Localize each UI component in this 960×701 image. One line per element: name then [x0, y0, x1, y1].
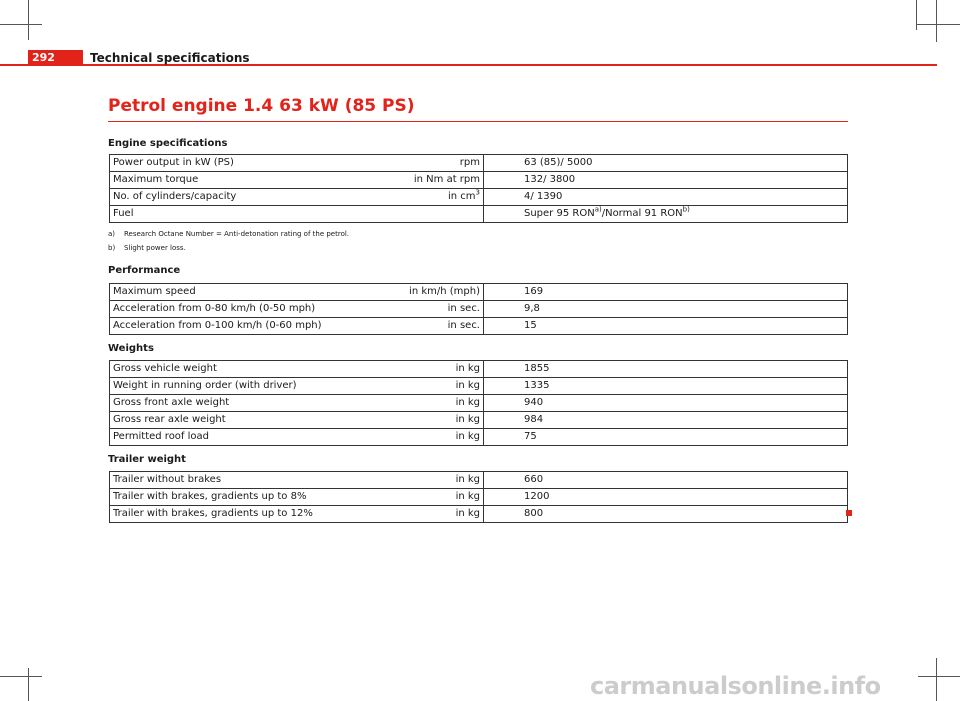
- crop-mark: [918, 676, 960, 677]
- watermark: carmanualsonline.info: [590, 672, 881, 700]
- footnote-text: Slight power loss.: [124, 244, 186, 252]
- row-label: Permitted roof load: [110, 429, 364, 446]
- engine-heading: Engine specifications: [108, 138, 228, 149]
- table-row: [110, 172, 848, 189]
- unit-superscript: 3: [475, 188, 480, 197]
- row-unit: in kg: [363, 361, 484, 378]
- footnote-ref-a: a): [594, 205, 602, 214]
- row-label: Trailer without brakes: [110, 472, 364, 489]
- row-label: Gross vehicle weight: [110, 361, 364, 378]
- table-row: [110, 378, 848, 395]
- row-value: 4/ 1390: [484, 189, 848, 206]
- row-value: 169: [484, 284, 848, 301]
- row-label: No. of cylinders/capacity: [110, 189, 364, 206]
- trailer-table: [109, 471, 848, 523]
- row-label: Acceleration from 0-100 km/h (0-60 mph): [110, 318, 364, 335]
- table-row: [110, 506, 848, 523]
- crop-mark: [28, 0, 29, 40]
- row-unit: in kg: [363, 412, 484, 429]
- footnote-text: Research Octane Number = Anti-detonation rating of the petrol.: [124, 230, 350, 238]
- row-label: Maximum speed: [110, 284, 364, 301]
- row-unit: in kg: [363, 489, 484, 506]
- header-section-title: Technical specifications: [90, 51, 250, 65]
- table-row: [110, 189, 848, 206]
- crop-mark: [916, 0, 917, 30]
- table-row: [110, 412, 848, 429]
- row-unit: in kg: [363, 472, 484, 489]
- crop-mark: [0, 676, 42, 677]
- row-value: 75: [484, 429, 848, 446]
- weights-table: [109, 360, 848, 446]
- table-row: [110, 318, 848, 335]
- row-value: 1335: [484, 378, 848, 395]
- table-row: [110, 395, 848, 412]
- row-unit: in kg: [363, 506, 484, 523]
- row-unit: in sec.: [363, 301, 484, 318]
- row-label: Trailer with brakes, gradients up to 8%: [110, 489, 364, 506]
- footnote-b: [108, 244, 186, 252]
- row-label: Fuel: [110, 206, 364, 223]
- row-value: 984: [484, 412, 848, 429]
- table-row: [110, 155, 848, 172]
- table-row: [110, 361, 848, 378]
- performance-table: [109, 283, 848, 335]
- crop-mark: [916, 24, 960, 25]
- footnote-a: [108, 230, 349, 238]
- row-unit: in sec.: [363, 318, 484, 335]
- row-unit: in Nm at rpm: [363, 172, 484, 189]
- row-label: Gross front axle weight: [110, 395, 364, 412]
- row-unit: in km/h (mph): [363, 284, 484, 301]
- trailer-heading: Trailer weight: [108, 454, 186, 465]
- fuel-value-b: /Normal 91 RON: [601, 208, 683, 219]
- footnote-mark: a): [108, 230, 116, 238]
- row-value: 15: [484, 318, 848, 335]
- row-value: [484, 206, 848, 223]
- row-value: 660: [484, 472, 848, 489]
- row-unit: [363, 206, 484, 223]
- page-title: Petrol engine 1.4 63 kW (85 PS): [108, 96, 415, 116]
- row-value: 9,8: [484, 301, 848, 318]
- table-row: [110, 489, 848, 506]
- page-number: 292: [28, 50, 83, 66]
- row-value: 132/ 3800: [484, 172, 848, 189]
- unit-text: in cm: [447, 191, 476, 202]
- row-label: Power output in kW (PS): [110, 155, 364, 172]
- row-unit: in kg: [363, 395, 484, 412]
- row-label: Acceleration from 0-80 km/h (0-50 mph): [110, 301, 364, 318]
- footnote-ref-b: b): [682, 205, 690, 214]
- table-row: [110, 301, 848, 318]
- table-row: [110, 284, 848, 301]
- crop-mark: [936, 0, 937, 42]
- title-rule: [108, 121, 848, 122]
- row-unit: [363, 189, 484, 206]
- row-label: Trailer with brakes, gradients up to 12%: [110, 506, 364, 523]
- crop-mark: [0, 24, 42, 25]
- row-value: 63 (85)/ 5000: [484, 155, 848, 172]
- row-value: 800: [484, 506, 848, 523]
- table-row: [110, 206, 848, 223]
- row-unit: rpm: [363, 155, 484, 172]
- fuel-value-a: Super 95 RON: [524, 208, 595, 219]
- section-end-marker: [846, 510, 852, 516]
- engine-table: [109, 154, 848, 223]
- row-unit: in kg: [363, 378, 484, 395]
- footnote-mark: b): [108, 244, 116, 252]
- row-value: 1855: [484, 361, 848, 378]
- row-label: Gross rear axle weight: [110, 412, 364, 429]
- performance-heading: Performance: [108, 265, 181, 276]
- weights-heading: Weights: [108, 343, 154, 354]
- crop-mark: [28, 668, 29, 701]
- row-value: 1200: [484, 489, 848, 506]
- row-label: Maximum torque: [110, 172, 364, 189]
- table-row: [110, 472, 848, 489]
- row-value: 940: [484, 395, 848, 412]
- row-unit: in kg: [363, 429, 484, 446]
- crop-mark: [936, 658, 937, 701]
- table-row: [110, 429, 848, 446]
- row-label: Weight in running order (with driver): [110, 378, 364, 395]
